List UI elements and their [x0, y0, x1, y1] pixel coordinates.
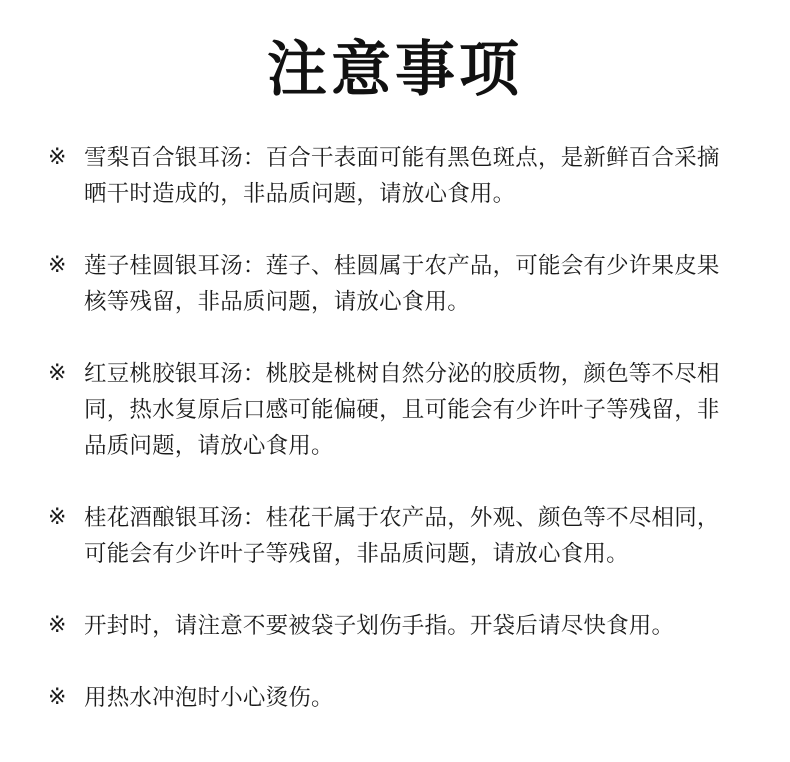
reference-mark-icon: ※	[48, 145, 67, 170]
note-item	[48, 608, 738, 644]
reference-mark-icon: ※	[48, 613, 67, 638]
note-text: 桂花酒酿银耳汤：桂花干属于农产品，外观、颜色等不尽相同，可能会有少许叶子等残留，非品质问题，请放心食用。	[84, 505, 720, 567]
note-item	[48, 680, 738, 716]
reference-mark-icon: ※	[48, 505, 67, 530]
note-item	[48, 140, 738, 212]
note-text: 莲子桂圆银耳汤：莲子、桂圆属于农产品，可能会有少许果皮果核等残留，非品质问题，请放心食用。	[84, 253, 720, 315]
note-item	[48, 248, 738, 320]
note-item	[48, 356, 738, 464]
reference-mark-icon: ※	[48, 253, 67, 278]
page-title: 注意事项	[267, 35, 523, 105]
note-text: 开封时，请注意不要被袋子划伤手指。开袋后请尽快食用。	[84, 613, 675, 639]
reference-mark-icon: ※	[48, 361, 67, 386]
note-text: 用热水冲泡时小心烫伤。	[84, 685, 334, 711]
note-text: 红豆桃胶银耳汤：桃胶是桃树自然分泌的胶质物，颜色等不尽相同，热水复原后口感可能偏硬，且可能会有少许叶子等残留，非品质问题，请放心食用。	[84, 361, 720, 459]
note-text: 雪梨百合银耳汤：百合干表面可能有黑色斑点，是新鲜百合采摘晒干时造成的，非品质问题，请放心食用。	[84, 145, 720, 207]
reference-mark-icon: ※	[48, 685, 67, 710]
note-item	[48, 500, 738, 572]
